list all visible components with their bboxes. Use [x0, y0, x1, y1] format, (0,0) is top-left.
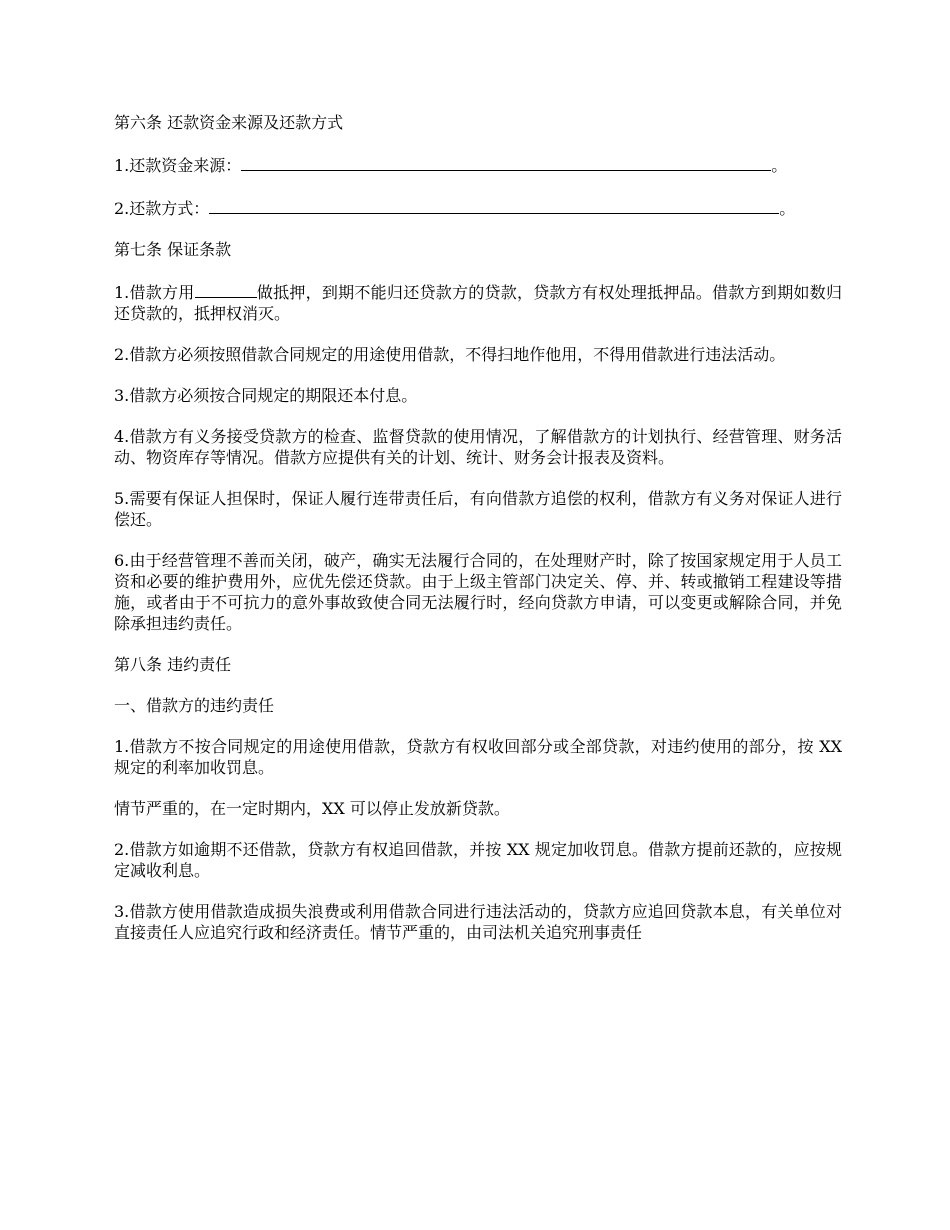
- article-8-item-3: 3.借款方使用借款造成损失浪费或利用借款合同进行违法活动的，贷款方应追回贷款本息，有关单位对直接责任人应追究行政和经济责任。情节严重的，由司法机关追究刑事责任: [114, 902, 842, 942]
- article-7-item-6: 6.由于经营管理不善而关闭，破产，确实无法履行合同的，在处理财产时，除了按国家规定用于人员工资和必要的维护费用外，应优先偿还贷款。由于上级主管部门决定关、停、并、转或撤销工程建设等措施，或者由于不可抗力的意外事故致使合同无法履行时，经向贷款方申请，可以变更或解除合同，并免除承担违约责任。: [114, 551, 842, 633]
- fill-blank-repayment-method[interactable]: [209, 196, 779, 214]
- article-6-item-2-end: 。: [779, 199, 796, 218]
- article-7-item-3: 3.借款方必须按合同规定的期限还本付息。: [114, 386, 418, 405]
- article-7-item-1-post: 做抵押，到期不能归还贷款方的贷款，贷款方有权处理抵押品。借款方到期如数归还贷款的，抵押权消灭。: [114, 283, 842, 323]
- article-6-title: 第六条 还款资金来源及还款方式: [114, 113, 344, 132]
- fill-blank-collateral[interactable]: [195, 280, 257, 298]
- article-7-title: 第七条 保证条款: [114, 240, 232, 259]
- article-8-item-2: 2.借款方如逾期不还借款，贷款方有权追回借款，并按 XX 规定加收罚息。借款方提前还款的，应按规定减收利息。: [114, 840, 842, 880]
- article-6-item-2-label: 2.还款方式：: [114, 199, 210, 218]
- article-7-item-1-pre: 1.借款方用: [114, 283, 195, 302]
- article-6-item-2: [114, 196, 842, 219]
- article-6-item-1: [114, 153, 842, 176]
- document-page: [114, 112, 842, 963]
- article-7-item-4: 4.借款方有义务接受贷款方的检查、监督贷款的使用情况，了解借款方的计划执行、经营管理、财务活动、物资库存等情况。借款方应提供有关的计划、统计、财务会计报表及资料。: [114, 427, 842, 467]
- article-7-item-1: [114, 280, 842, 324]
- article-8-item-1b: 情节严重的，在一定时期内，XX 可以停止发放新贷款。: [114, 799, 510, 818]
- fill-blank-repayment-source[interactable]: [241, 153, 771, 171]
- article-7-item-2: 2.借款方必须按照借款合同规定的用途使用借款，不得扫地作他用，不得用借款进行违法活动。: [114, 345, 786, 364]
- article-6-item-1-label: 1.还款资金来源：: [114, 156, 242, 175]
- article-8-title: 第八条 违约责任: [114, 655, 232, 674]
- article-7-item-5: 5.需要有保证人担保时，保证人履行连带责任后，有向借款方追偿的权利，借款方有义务对保证人进行偿还。: [114, 489, 842, 529]
- article-8-subheading-1: 一、借款方的违约责任: [114, 696, 275, 715]
- article-8-item-1: 1.借款方不按合同规定的用途使用借款，贷款方有权收回部分或全部贷款，对违约使用的部分，按 XX 规定的利率加收罚息。: [114, 737, 842, 777]
- article-6-item-1-end: 。: [771, 156, 788, 175]
